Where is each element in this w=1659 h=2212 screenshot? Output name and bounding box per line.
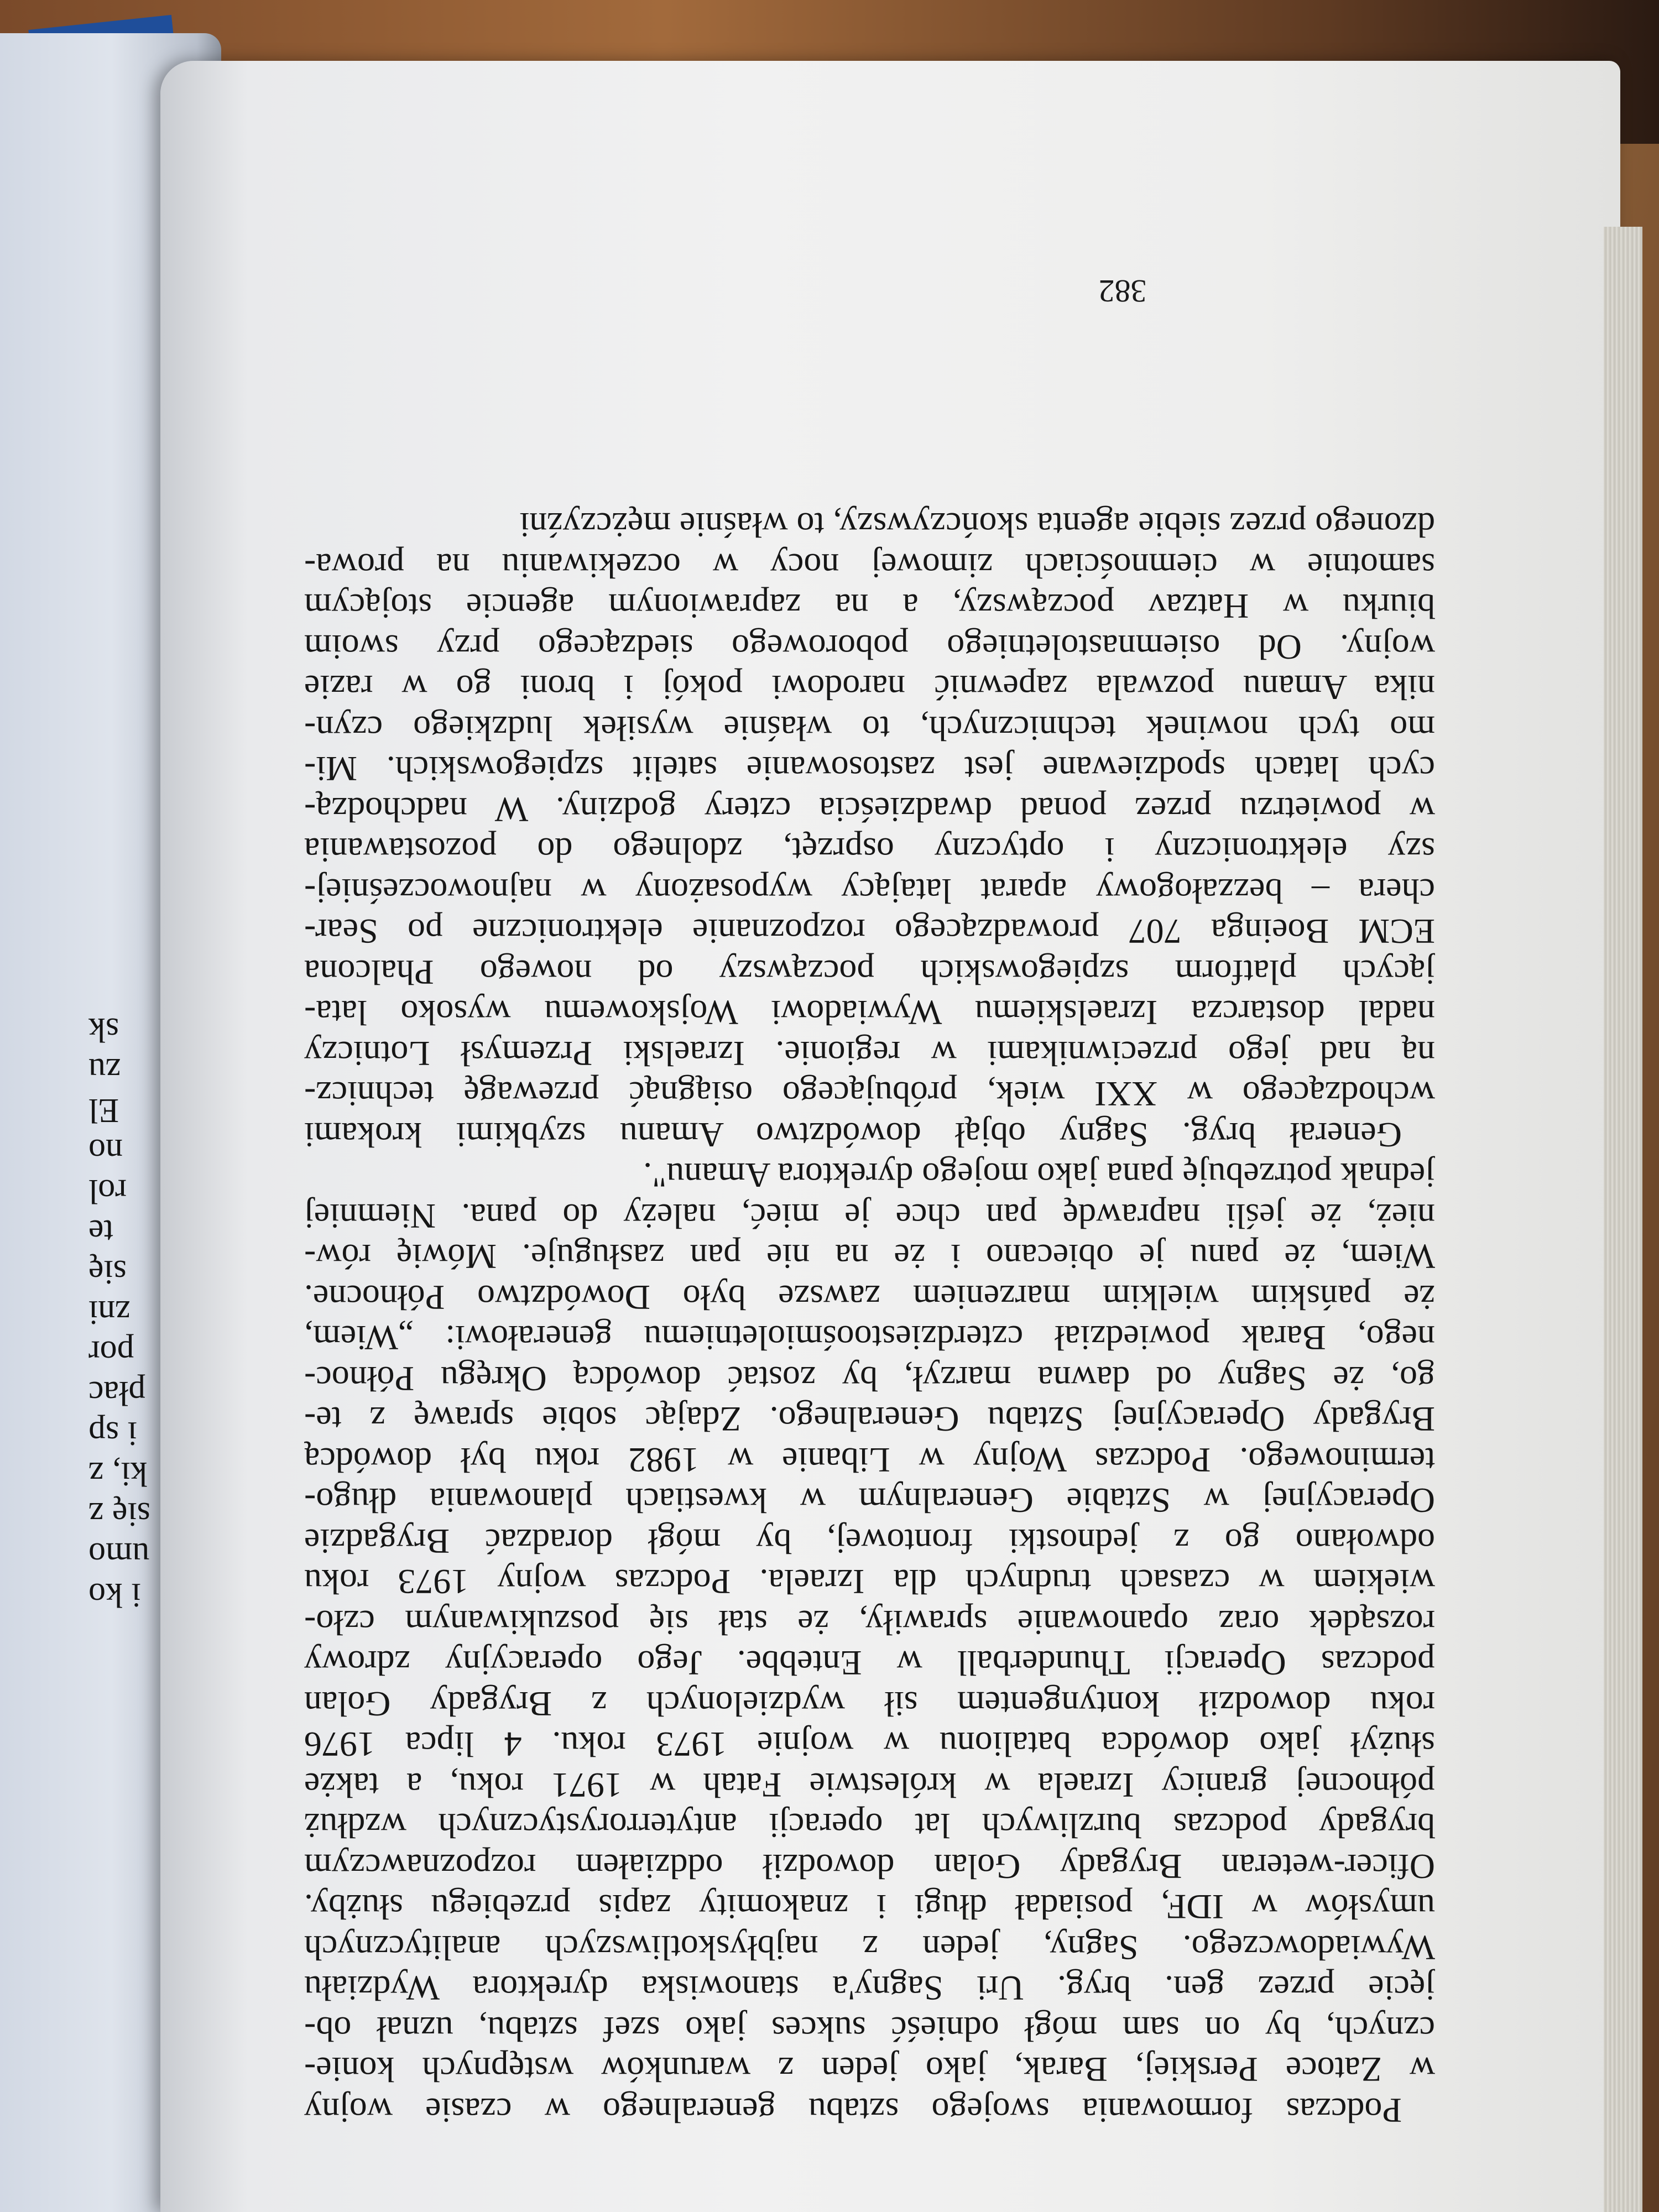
text-line: cznych, by on sam mógł odnieść sukces jako szef sztabu, uznał ob- [304, 2010, 1435, 2049]
body-text [304, 505, 1435, 2131]
text-line: podczas Operacji Thunderball w Entebbe. Jego operacyjny zdrowy [304, 1644, 1435, 1683]
text-line: jących platform szpiegowskich począwszy od nowego Phalcona [304, 953, 1435, 992]
left-page-fragment: się [88, 1253, 127, 1291]
left-page-fragment: rol [88, 1172, 127, 1210]
text-line: cych latach spodziewane jest zastosowanie satelit szpiegowskich. Mi- [304, 749, 1435, 789]
text-line: Podczas formowania swojego sztabu generalnego w czasie wojny [304, 2091, 1402, 2130]
left-page-fragment: zu [88, 1051, 121, 1089]
left-page-fragment: się z [88, 1495, 150, 1533]
left-page-fragment: płac [88, 1374, 146, 1412]
text-line: wiekiem w czasach trudnych dla Izraela. Podczas wojny 1973 roku [304, 1562, 1435, 1602]
text-line: Wywiadowczego. Sagny, jeden z najbłyskotliwszych analitycznych [304, 1928, 1435, 1968]
text-line: terminowego. Podczas Wojny w Libanie w 1982 roku był dowódcą [304, 1441, 1435, 1480]
text-line: w powietrzu przez ponad dwadzieścia cztery godziny. W nadchodzą- [304, 790, 1435, 830]
left-page-fragment: El [88, 1092, 119, 1129]
left-page-fragment: umo [88, 1536, 150, 1573]
text-line: ną nad jego przeciwnikami w regionie. Izraelski Przemysł Lotniczy [304, 1034, 1435, 1073]
text-line: nego, Barak powiedział czterdziestoośmioletniemu generałowi: „Wiem, [304, 1318, 1435, 1358]
left-page-fragment: te [88, 1213, 113, 1250]
text-line: w Zatoce Perskiej, Barak, jako jeden z warunków wstępnych konie- [304, 2050, 1435, 2090]
text-line: Wiem, że panu je obiecano i że na nie pan zasługuje. Mówię rów- [304, 1237, 1435, 1277]
right-book-page [160, 61, 1620, 2212]
text-line: odwołano go z jednostki frontowej, by mógł doradzać Brygadzie [304, 1522, 1435, 1561]
text-line: wchodzącego w XXI wiek, próbującego osiągnąć przewagę technicz- [304, 1074, 1435, 1114]
page-number: 382 [1098, 273, 1147, 309]
text-line: Operacyjnej w Sztabie Generalnym w kwestiach planowania długo- [304, 1481, 1435, 1521]
left-page-fragment: zni [88, 1293, 131, 1331]
text-line: umysłów w IDF, posiadał długi i znakomity zapis przebiegu służby. [304, 1887, 1435, 1927]
text-line: roku dowodził kontyngentem sił wydzielonych z Brygady Golan [304, 1684, 1435, 1724]
text-line: Oficer-weteran Brygady Golan dowodził oddziałem rozpoznawczym [304, 1847, 1435, 1886]
text-line: mo tych nowinek technicznych, to właśnie wysiłek ludzkiego czyn- [304, 709, 1435, 748]
left-page-fragment: sk [88, 1011, 119, 1048]
text-line: że pańskim wielkim marzeniem zawsze było Dowództwo Północne. [304, 1278, 1435, 1317]
text-line: szy elektroniczny i optyczny osprzęt, zdolnego do pozostawania [304, 831, 1435, 870]
text-line: wojny. Od osiemnastoletniego poborowego siedzącego przy swoim [304, 628, 1435, 667]
text-line: ECM Boeinga 707 prowadzącego rozpoznanie elektroniczne po Sear- [304, 912, 1435, 952]
text-line: Brygady Operacyjnej Sztabu Generalnego. Zdając sobie sprawę z te- [304, 1400, 1435, 1439]
text-line: nika Amanu pozwala zapewnić narodowi pokój i broni go w razie [304, 668, 1435, 708]
text-line: służył jako dowódca batalionu w wojnie 1973 roku. 4 lipca 1976 [304, 1725, 1435, 1765]
text-line: rozsądek oraz opanowanie sprawiły, że stał się poszukiwanym czło- [304, 1603, 1435, 1642]
text-line: chera – bezzałogowy aparat latający wyposażony w najnowocześniej- [304, 872, 1435, 911]
text-line: nadal dostarcza Izraelskiemu Wywiadowi Wojskowemu wysoko lata- [304, 993, 1435, 1033]
left-page-fragment: i ko [88, 1576, 141, 1614]
text-line: samotnie w ciemnościach zimowej nocy w oczekiwaniu na prowa- [304, 546, 1435, 586]
left-page-fragment: ki, z [88, 1455, 148, 1493]
upside-down-text-block [160, 61, 1620, 2212]
text-line: jednak potrzebuję pana jako mojego dyrektora Amanu". [643, 1156, 1435, 1196]
left-page-fragment: i sp [88, 1415, 137, 1452]
text-line: dzonego przez siebie agenta skończywszy, to właśnie mężczyźni [519, 505, 1435, 545]
left-page-fragment: no [88, 1132, 123, 1170]
text-line: północnej granicy Izraela w królestwie Fatah w 1971 roku, a także [304, 1766, 1435, 1805]
left-page-fragment: por [88, 1334, 134, 1371]
text-line: jęcie przez gen. bryg. Uri Sagny'a stanowiska dyrektora Wydziału [304, 1969, 1435, 2008]
text-line: brygady podczas burzliwych lat operacji antyterrorystycznych wzdłuż [304, 1806, 1435, 1846]
text-line: biurku w Hatzav począwszy, a na zaprawionym agencie stojącym [304, 587, 1435, 627]
text-line: nież, że jeśli naprawdę pan chce je mieć, należy do pana. Niemniej [304, 1197, 1435, 1236]
text-line: Generał bryg. Sagny objął dowództwo Amanu szybkimi krokami [304, 1115, 1402, 1155]
text-line: go, że Sagny od dawna marzył, by zostać dowódcą Okręgu Północ- [304, 1359, 1435, 1399]
